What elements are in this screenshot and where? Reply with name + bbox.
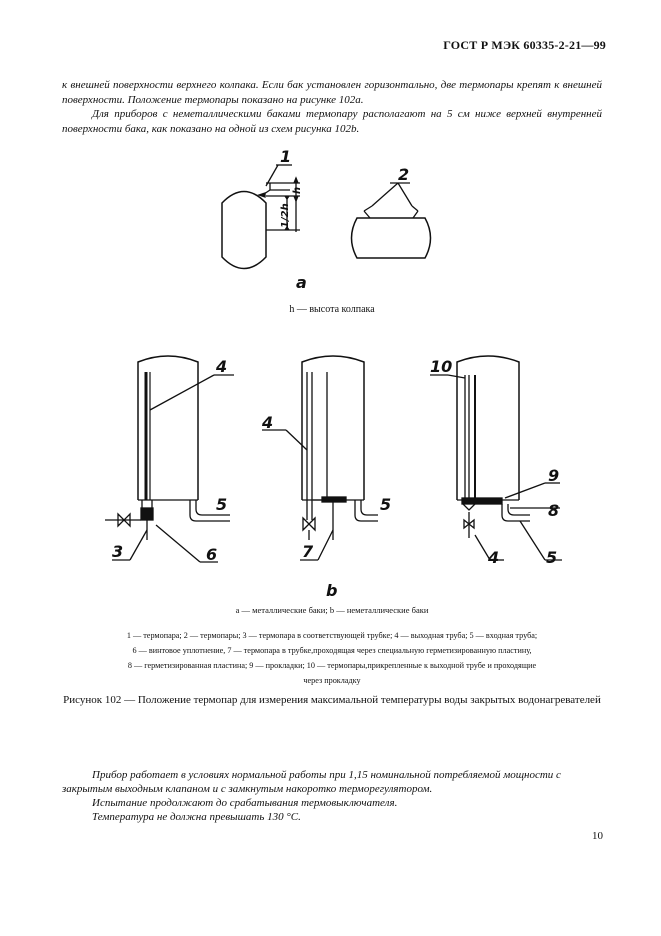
sub-label-a: a — [296, 273, 307, 292]
tank-b3 — [430, 356, 562, 560]
caption-ab: a — металлические баки; b — неметаллические баки — [235, 605, 429, 615]
label-b2-4: 4 — [262, 413, 274, 432]
legend-line-1: 1 — термопара; 2 — термопары; 3 — термопара в соответствующей трубке; 4 — выходная труба; 5 — входная труба; — [126, 631, 538, 640]
label-b1-5: 5 — [216, 495, 228, 514]
page-number: 10 — [592, 830, 603, 842]
body-paragraph-2: Испытание продолжают до срабатывания термовыключателя. — [92, 797, 398, 809]
body-text — [62, 768, 602, 824]
caption-h: h — высота колпака — [289, 304, 375, 315]
label-b1-6: 6 — [206, 545, 218, 564]
label-b1-4: 4 — [216, 357, 228, 376]
dim-h: h — [292, 186, 303, 194]
label-b2-7: 7 — [302, 542, 314, 561]
label-b3-5: 5 — [546, 548, 558, 567]
tank-b1 — [105, 356, 234, 562]
label-b3-9: 9 — [548, 466, 560, 485]
label-b1-3: 3 — [112, 542, 124, 561]
label-b2-5: 5 — [380, 495, 392, 514]
sub-label-b: b — [326, 581, 338, 600]
legend-line-3: 8 — герметизированная пластина; 9 — прокладки; 10 — термопары,прикрепленные к выходной трубе и проходящие — [127, 661, 537, 670]
dim-half-h: 1/2h — [280, 203, 291, 228]
figure-title: Рисунок 102 — Положение термопар для измерения максимальной температуры воды закрытых водонагревателей — [63, 694, 601, 706]
legend-line-2: 6 — винтовое уплотнение, 7 — термопара в трубке,проходящая через специальную герметизированную пластину, — [132, 646, 532, 655]
intro-paragraph-2: Для приборов с неметаллическими баками термопару располагают на 5 см ниже верхней внутренней поверхности бака, как показано на одной из схем рисунка 102b. — [62, 108, 602, 135]
body-paragraph-1: Прибор работает в условиях нормальной работы при 1,15 номинальной потребляемой мощности с закрытым выходным клапаном и с замкнутым накоротко терморегулятором. — [62, 769, 561, 795]
label-1: 1 — [280, 147, 292, 166]
label-2: 2 — [398, 165, 410, 184]
label-b3-4: 4 — [488, 548, 500, 567]
horizontal-tank-a — [352, 183, 431, 258]
tank-b2 — [262, 356, 378, 560]
document-code: ГОСТ Р МЭК 60335-2-21—99 — [443, 38, 606, 52]
intro-paragraph-1: к внешней поверхности верхнего колпака. Если бак установлен горизонтально, две термопары крепят к внешней поверхности. Положение термопары показано на рисунке 102а. — [62, 79, 602, 106]
label-b3-10: 10 — [430, 357, 453, 376]
body-paragraph-3: Температура не должна превышать 130 °С. — [92, 811, 301, 823]
label-b3-8: 8 — [548, 501, 560, 520]
legend-line-4: через прокладку — [303, 676, 361, 685]
